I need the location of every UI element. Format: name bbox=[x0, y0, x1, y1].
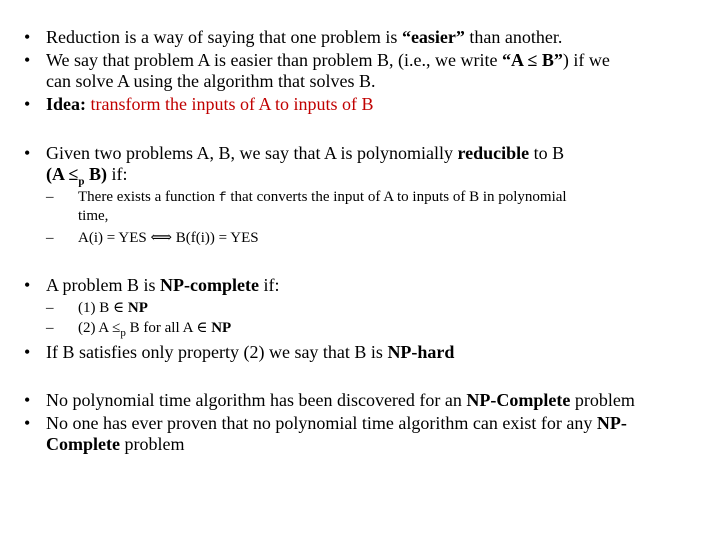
sub-bullet-marker: – bbox=[46, 189, 54, 205]
slide: • Reduction is a way of saying that one problem is “easier” than another. • We say that problem A is easier than problem B, (i.e., we write “A ≤ B”) if we can solve A using the algorithm that solves B. • Idea: transform the inputs of A to inputs of B • Given two problems A, B, we say that A is polynomially reducible to B ($A \le_p$ B) if: – There exists a function f that converts the input of A to inputs of B in polynomial time, – A(i) = YES ⟺ B(f(i)) = YES • A problem B is NP-complete if: – (1) B ∈ NP – (2) $A \le_p$ B for all A ∈ NP • If B satisfies only property (2) we say that B is NP-hard • No polynomial time algorithm has been discovered for an NP-Complete problem • No one has ever proven that no polynomial time algorithm can exist for any NP- Complete problem bbox=[24, 27, 635, 454]
sub-bullet-marker: – bbox=[46, 320, 54, 336]
idea-text: transform the inputs of A to inputs of B bbox=[86, 94, 374, 114]
sub-bullet-marker: – bbox=[46, 300, 54, 316]
bullet-marker: • bbox=[24, 413, 31, 433]
bullet-marker: • bbox=[24, 50, 31, 70]
bullet-marker: • bbox=[24, 275, 31, 295]
sub-bullet-marker: – bbox=[46, 230, 54, 246]
bullet-marker: • bbox=[24, 390, 31, 410]
idea-label: Idea: bbox=[46, 94, 86, 114]
bullet-marker: • bbox=[24, 143, 31, 163]
bullet-marker: • bbox=[24, 342, 31, 362]
bullet-marker: • bbox=[24, 27, 31, 47]
bullet-marker: • bbox=[24, 94, 31, 114]
